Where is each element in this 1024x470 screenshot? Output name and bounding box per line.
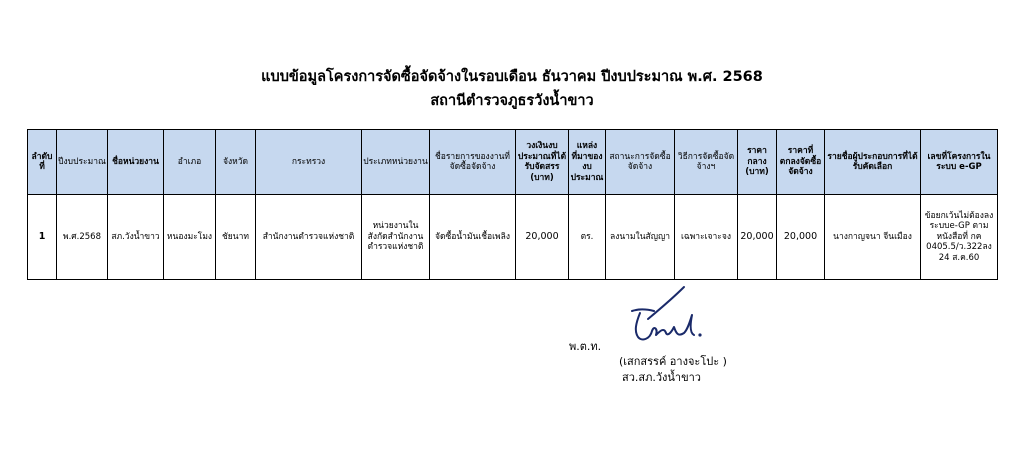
document-title: แบบข้อมูลโครงการจัดซื้อจัดจ้างในรอบเดือน ธันวาคม ปีงบประมาณ พ.ศ. 2568 xyxy=(261,69,763,85)
header-district: อำเภอ xyxy=(164,130,216,195)
header-budget: วงเงินงบประมาณที่ได้รับจัดสรร (บาท) xyxy=(516,130,569,195)
document-subtitle: สถานีตำรวจภูธรวังน้ำขาว xyxy=(430,93,594,109)
header-ministry: กระทรวง xyxy=(256,130,362,195)
cell-agency-type: หน่วยงานในสังกัดสำนักงานตำรวจแห่งชาติ xyxy=(362,195,430,280)
cell-agency: สภ.วังน้ำขาว xyxy=(108,195,164,280)
cell-median-price: 20,000 xyxy=(738,195,777,280)
header-method: วิธีการจัดซื้อจัดจ้างฯ xyxy=(675,130,738,195)
cell-district: หนองมะโมง xyxy=(164,195,216,280)
cell-status: ลงนามในสัญญา xyxy=(606,195,675,280)
header-province: จังหวัด xyxy=(216,130,256,195)
header-item: ชื่อรายการของงานที่จัดซื้อจัดจ้าง xyxy=(430,130,516,195)
cell-method: เฉพาะเจาะจง xyxy=(675,195,738,280)
cell-agreed-price: 20,000 xyxy=(777,195,825,280)
header-source: แหล่งที่มาของงบประมาณ xyxy=(569,130,606,195)
cell-no: 1 xyxy=(28,195,57,280)
header-fiscal-year: ปีงบประมาณ xyxy=(57,130,108,195)
header-median-price: ราคากลาง (บาท) xyxy=(738,130,777,195)
cell-item: จัดซื้อน้ำมันเชื้อเพลิง xyxy=(430,195,516,280)
cell-fiscal-year: พ.ศ.2568 xyxy=(57,195,108,280)
handwritten-signature xyxy=(624,285,714,347)
header-status: สถานะการจัดซื้อจัดจ้าง xyxy=(606,130,675,195)
signature-name: (เสกสรรค์ อางจะโปะ ) xyxy=(619,355,727,368)
cell-egp-no: ข้อยกเว้นไม่ต้องลงระบบe-GP ตามหนังสือที่ กค 0405.5/ว.322ลง 24 ส.ค.60 xyxy=(921,195,998,280)
header-vendor: รายชื่อผู้ประกอบการที่ได้รับคัดเลือก xyxy=(825,130,921,195)
signature-position: สว.สภ.วังน้ำขาว xyxy=(622,371,701,384)
header-agency: ชื่อหน่วยงาน xyxy=(108,130,164,195)
table-header-row xyxy=(28,130,998,195)
procurement-table xyxy=(27,129,998,280)
header-agency-type: ประเภทหน่วยงาน xyxy=(362,130,430,195)
table-row xyxy=(28,195,998,280)
header-egp-no: เลขที่โครงการในระบบ e-GP xyxy=(921,130,998,195)
header-agreed-price: ราคาที่ตกลงจัดซื้อจัดจ้าง xyxy=(777,130,825,195)
signature-rank: พ.ต.ท. xyxy=(569,340,602,353)
cell-budget: 20,000 xyxy=(516,195,569,280)
cell-source: ตร. xyxy=(569,195,606,280)
cell-ministry: สำนักงานตำรวจแห่งชาติ xyxy=(256,195,362,280)
cell-province: ชัยนาท xyxy=(216,195,256,280)
header-no: ลำดับที่ xyxy=(28,130,57,195)
cell-vendor: นางกาญจนา จีนเมือง xyxy=(825,195,921,280)
